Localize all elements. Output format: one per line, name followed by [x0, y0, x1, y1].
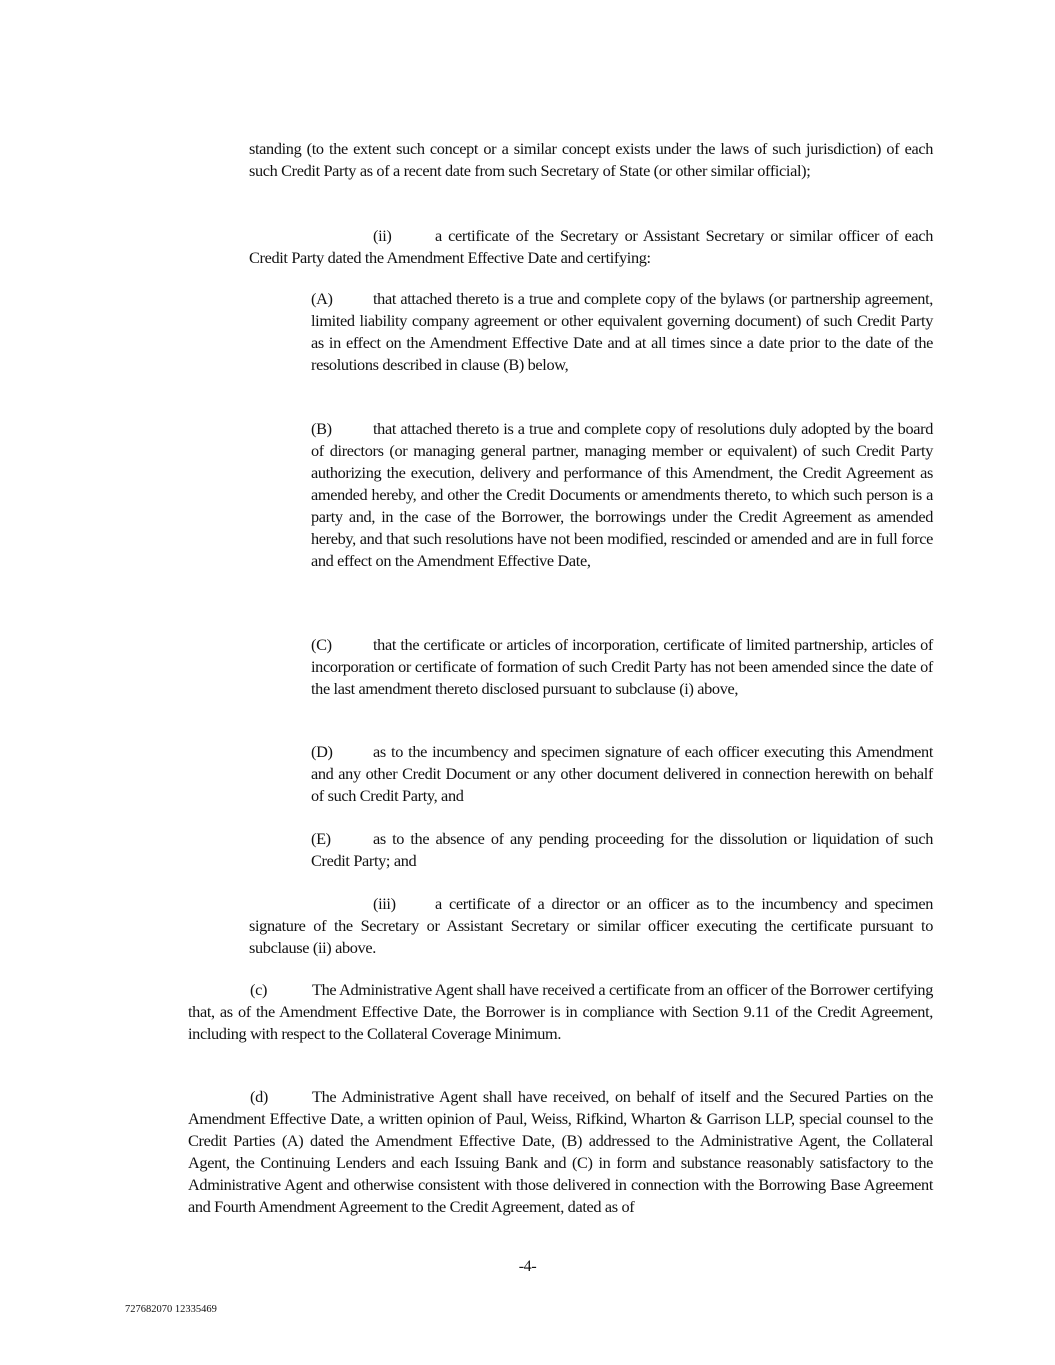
paragraph-standing-continuation — [249, 138, 933, 182]
section-marker: (c) — [250, 980, 268, 999]
document-id: 727682070 12335469 — [125, 1304, 217, 1315]
paragraph-clause-E — [311, 828, 933, 872]
paragraph-clause-ii — [249, 225, 933, 269]
clause-text: that the certificate or articles of incorporation, certificate of limited partnership, articles of incorporation or certificate of formation of such Credit Party has not been amended since the date of the last amendment thereto disclosed pursuant to subclause (i) above, — [311, 635, 933, 698]
paragraph-clause-D — [311, 741, 933, 807]
section-text: The Administrative Agent shall have received a certificate from an officer of the Borrower certifying that, as of the Amendment Effective Date, the Borrower is in compliance with Section 9.11 of the Credit Agreement, including with respect to the Collateral Coverage Minimum. — [188, 980, 933, 1043]
clause-marker: (A) — [311, 289, 333, 308]
page-number: -4- — [518, 1258, 537, 1275]
clause-text: that attached thereto is a true and complete copy of resolutions duly adopted by the board of directors (or managing general partner, managing member or equivalent) of such Credit Party authorizing the execution, delivery and performance of this Amendment, the Credit Agreement as amended hereby, and other the Credit Documents or amendments thereto, to which such person is a party and, in the case of the Borrower, the borrowings under the Credit Agreement as amended hereby, and that such resolutions have not been modified, rescinded or amended and are in full force and effect on the Amendment Effective Date, — [311, 419, 933, 570]
clause-marker: (D) — [311, 742, 333, 761]
section-text: The Administrative Agent shall have received, on behalf of itself and the Secured Parties on the Amendment Effective Date, a written opinion of Paul, Weiss, Rifkind, Wharton & Garrison LLP, special counsel to the Credit Parties (A) dated the Amendment Effective Date, (B) addressed to the Administrative Agent, the Collateral Agent, the Continuing Lenders and each Issuing Bank and (C) in form and substance reasonably satisfactory to the Administrative Agent and otherwise consistent with those delivered in connection with the Borrowing Base Agreement and Fourth Amendment Agreement to the Credit Agreement, dated as of — [188, 1087, 933, 1216]
clause-marker: (ii) — [373, 226, 392, 245]
clause-text: a certificate of a director or an officer as to the incumbency and specimen signature of the Secretary or Assistant Secretary or similar officer executing the certificate pursuant to subclause (ii) above. — [249, 894, 933, 957]
section-marker: (d) — [250, 1087, 268, 1106]
clause-text: that attached thereto is a true and complete copy of the bylaws (or partnership agreement, limited liability company agreement or other equivalent governing document) of such Credit Party as in effect on the Amendment Effective Date and at all times since a date prior to the date of the resolutions described in clause (B) below, — [311, 289, 933, 374]
clause-marker: (C) — [311, 635, 332, 654]
paragraph-clause-C — [311, 634, 933, 700]
clause-text: as to the incumbency and specimen signature of each officer executing this Amendment and any other Credit Document or any other document delivered in connection herewith on behalf of such Credit Party, and — [311, 742, 933, 805]
clause-text: as to the absence of any pending proceeding for the dissolution or liquidation of such Credit Party; and — [311, 829, 933, 870]
paragraph-section-c — [188, 979, 933, 1045]
paragraph-clause-B — [311, 418, 933, 572]
paragraph-clause-A — [311, 288, 933, 376]
clause-marker: (E) — [311, 829, 331, 848]
clause-marker: (B) — [311, 419, 332, 438]
clause-text: a certificate of the Secretary or Assistant Secretary or similar officer of each Credit Party dated the Amendment Effective Date and certifying: — [249, 226, 933, 267]
paragraph-text: standing (to the extent such concept or a similar concept exists under the laws of such jurisdiction) of each such Credit Party as of a recent date from such Secretary of State (or other similar official); — [249, 139, 933, 180]
paragraph-clause-iii — [249, 893, 933, 959]
clause-marker: (iii) — [373, 894, 396, 913]
paragraph-section-d — [188, 1086, 933, 1218]
